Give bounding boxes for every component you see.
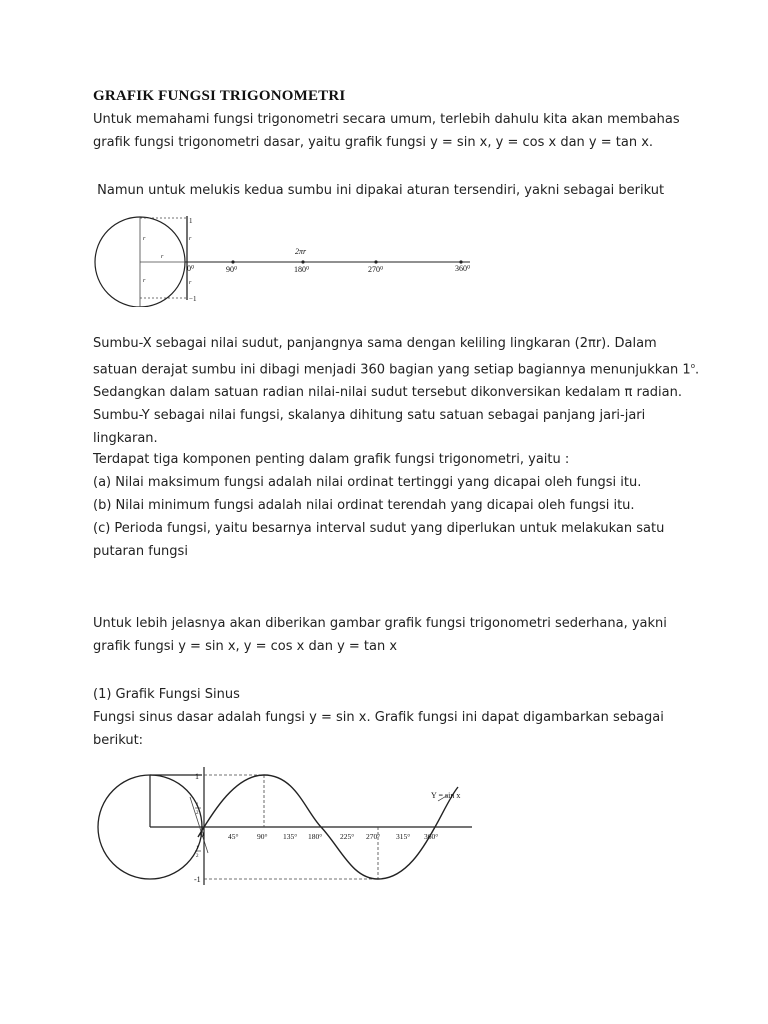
unit-circle-axis-figure <box>88 212 488 307</box>
origin-label: 0 <box>200 830 204 839</box>
sine-graph-figure <box>90 765 480 890</box>
intro-line-1: Untuk memahami fungsi trigonometri secara umum, terlebih dahulu kita akan membahas <box>93 112 680 127</box>
radius-label-horizontal: r <box>161 254 164 260</box>
components-intro: Terdapat tiga komponen penting dalam grafik fungsi trigonometri, yaitu : <box>93 452 570 467</box>
more-line-1: Untuk lebih jelasnya akan diberikan gambar grafik fungsi trigonometri sederhana, yakni <box>93 616 667 631</box>
label-180-deg: 180⁰ <box>294 265 310 274</box>
half-bottom-numerator: 1 <box>196 846 199 851</box>
sine-label-135: 135° <box>283 832 298 841</box>
page-title: GRAFIK FUNGSI TRIGONOMETRI <box>93 88 346 104</box>
sine-label-315: 315° <box>396 832 411 841</box>
sinus-line-2: berikut: <box>93 733 144 748</box>
radius-label-lower: r <box>143 278 146 284</box>
y-top-label: 1 <box>189 217 193 225</box>
axes-line-2 <box>93 355 700 381</box>
curve-label: Y = sin x <box>431 791 461 800</box>
axes-line-2-end: . <box>695 362 700 378</box>
intro-paragraph <box>93 108 693 154</box>
label-0-deg: 0⁰ <box>187 264 195 273</box>
axes-line-4: Sumbu-Y sebagai nilai fungsi, skalanya dihitung satu satuan sebagai panjang jari-jari <box>93 408 646 424</box>
half-top-numerator: 1 <box>196 803 199 808</box>
y-min-label: -1 <box>194 875 201 884</box>
sine-label-360: 360° <box>424 832 439 841</box>
intro-line-2: grafik fungsi trigonometri dasar, yaitu grafik fungsi y = sin x, y = cos x dan y = tan x. <box>93 135 654 150</box>
tick-180 <box>301 260 304 263</box>
tick-90 <box>231 260 234 263</box>
more-info-paragraph <box>93 612 693 658</box>
component-c-line-1: (c) Perioda fungsi, yaitu besarnya interval sudut yang diperlukan untuk melakukan satu <box>93 521 665 536</box>
sine-label-180: 180° <box>308 832 323 841</box>
sine-label-45: 45° <box>228 832 239 841</box>
label-90-deg: 90⁰ <box>226 265 238 274</box>
degree-sup: o <box>690 362 695 370</box>
two-pi-r-label: 2πr <box>295 247 307 256</box>
axis-r-label-lower: r <box>189 280 192 286</box>
half-top-denominator: 2 <box>196 811 199 816</box>
component-b: (b) Nilai minimum fungsi adalah nilai ordinat terendah yang dicapai oleh fungsi itu. <box>93 498 635 513</box>
axes-line-5: lingkaran. <box>93 431 158 447</box>
axis-rule-line: Namun untuk melukis kedua sumbu ini dipakai aturan tersendiri, yakni sebagai berikut <box>93 183 665 198</box>
y-max-label: 1 <box>195 772 199 781</box>
sine-label-270: 270° <box>366 832 381 841</box>
y-bottom-label: −1 <box>189 295 197 303</box>
component-c-line-2: putaran fungsi <box>93 544 188 559</box>
component-a: (a) Nilai maksimum fungsi adalah nilai ordinat tertinggi yang dicapai oleh fungsi itu. <box>93 475 642 490</box>
axis-rule-paragraph <box>93 179 693 202</box>
more-line-2: grafik fungsi y = sin x, y = cos x dan y = tan x <box>93 639 398 654</box>
sinus-section <box>93 683 693 752</box>
components-paragraph <box>93 448 693 563</box>
sinus-line-1: Fungsi sinus dasar adalah fungsi y = sin x. Grafik fungsi ini dapat digambarkan sebagai <box>93 710 664 725</box>
sine-label-90: 90° <box>257 832 268 841</box>
half-bottom-denominator: 2 <box>196 854 199 859</box>
axes-line-3: Sedangkan dalam satuan radian nilai-nilai sudut tersebut dikonversikan kedalam π radian. <box>93 385 682 401</box>
tick-270 <box>374 260 377 263</box>
label-360-deg: 360⁰ <box>455 264 471 273</box>
radius-label-upper: r <box>143 236 146 242</box>
label-270-deg: 270⁰ <box>368 265 384 274</box>
axes-explanation-paragraph <box>93 332 700 450</box>
axes-line-1: Sumbu-X sebagai nilai sudut, panjangnya sama dengan keliling lingkaran (2πr). Dalam <box>93 336 657 351</box>
axes-line-2-text: satuan derajat sumbu ini dibagi menjadi 360 bagian yang setiap bagiannya menunjukkan 1 <box>93 362 691 378</box>
axis-r-label-upper: r <box>189 236 192 242</box>
sinus-heading: (1) Grafik Fungsi Sinus <box>93 687 240 702</box>
sine-label-225: 225° <box>340 832 355 841</box>
